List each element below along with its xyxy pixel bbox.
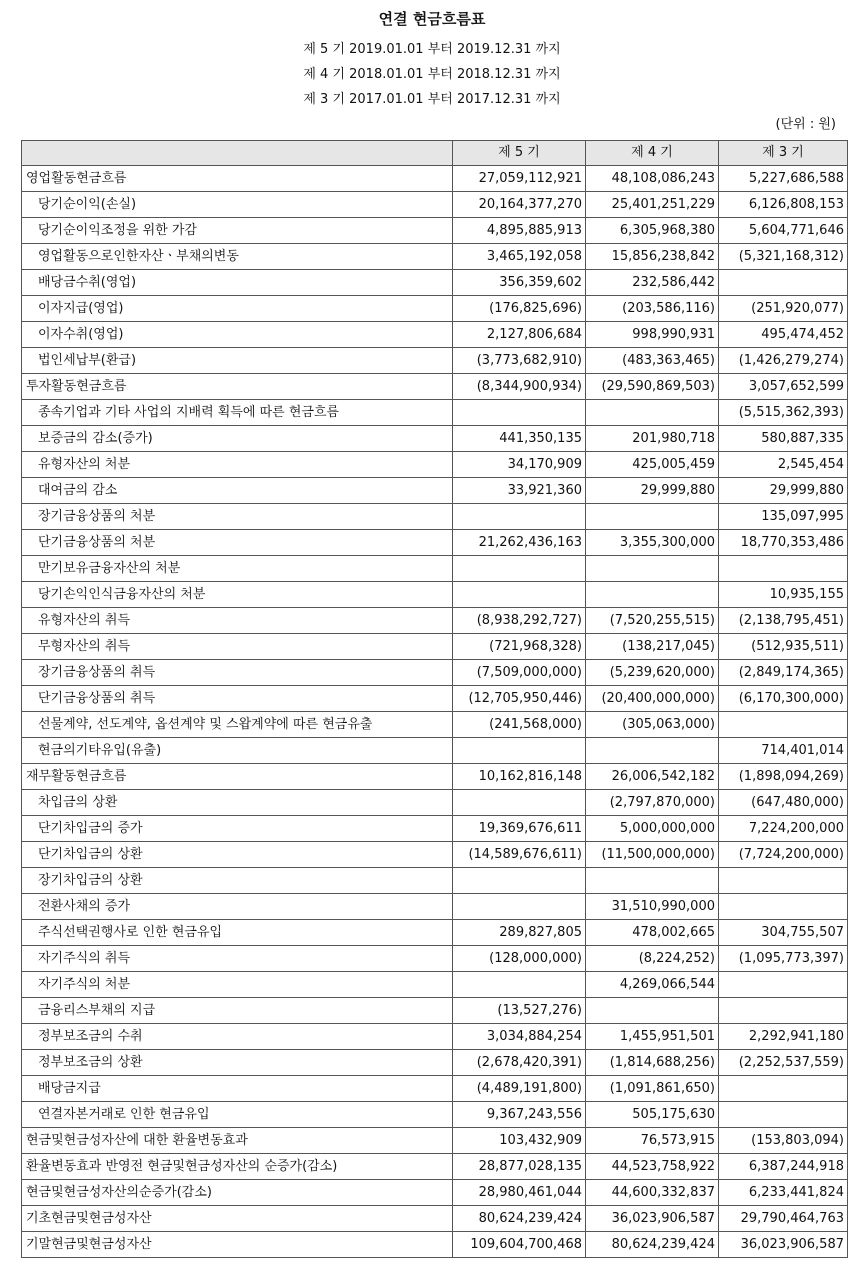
- table-row: [22, 1128, 848, 1154]
- value-period-4: 505,175,630: [586, 1102, 719, 1128]
- row-label: 유형자산의 취득: [22, 608, 453, 634]
- row-label: 선물계약, 선도계약, 옵션계약 및 스왑계약에 따른 현금유출: [22, 712, 453, 738]
- row-label: 기초현금및현금성자산: [22, 1206, 453, 1232]
- header-period-5: 제 5 기: [453, 141, 586, 166]
- table-row: [22, 634, 848, 660]
- value-period-4: [586, 556, 719, 582]
- row-label: 주식선택권행사로 인한 현금유입: [22, 920, 453, 946]
- row-label: 단기차입금의 증가: [22, 816, 453, 842]
- value-period-3: (647,480,000): [719, 790, 848, 816]
- value-period-5: 289,827,805: [453, 920, 586, 946]
- row-label: 현금의기타유입(유출): [22, 738, 453, 764]
- table-row: [22, 712, 848, 738]
- row-label: 장기금융상품의 취득: [22, 660, 453, 686]
- value-period-5: 10,162,816,148: [453, 764, 586, 790]
- value-period-4: 201,980,718: [586, 426, 719, 452]
- value-period-3: 495,474,452: [719, 322, 848, 348]
- value-period-4: (7,520,255,515): [586, 608, 719, 634]
- value-period-5: 441,350,135: [453, 426, 586, 452]
- value-period-4: 478,002,665: [586, 920, 719, 946]
- row-label: 이자수취(영업): [22, 322, 453, 348]
- value-period-4: 80,624,239,424: [586, 1232, 719, 1258]
- table-body: [22, 166, 848, 1258]
- value-period-4: [586, 998, 719, 1024]
- table-row: [22, 478, 848, 504]
- row-label: 만기보유금융자산의 처분: [22, 556, 453, 582]
- value-period-3: (251,920,077): [719, 296, 848, 322]
- value-period-4: 6,305,968,380: [586, 218, 719, 244]
- table-row: [22, 738, 848, 764]
- table-row: [22, 660, 848, 686]
- value-period-4: [586, 504, 719, 530]
- value-period-5: (3,773,682,910): [453, 348, 586, 374]
- value-period-3: (5,321,168,312): [719, 244, 848, 270]
- row-label: 장기차입금의 상환: [22, 868, 453, 894]
- value-period-3: 18,770,353,486: [719, 530, 848, 556]
- value-period-5: (14,589,676,611): [453, 842, 586, 868]
- table-row: [22, 1180, 848, 1206]
- value-period-5: (8,938,292,727): [453, 608, 586, 634]
- row-label: 단기금융상품의 처분: [22, 530, 453, 556]
- value-period-4: 76,573,915: [586, 1128, 719, 1154]
- row-label: 배당금수취(영업): [22, 270, 453, 296]
- value-period-4: (20,400,000,000): [586, 686, 719, 712]
- value-period-4: [586, 400, 719, 426]
- table-row: [22, 426, 848, 452]
- table-row: [22, 1050, 848, 1076]
- table-header-row: [22, 141, 848, 166]
- value-period-4: (8,224,252): [586, 946, 719, 972]
- row-label: 이자지급(영업): [22, 296, 453, 322]
- table-row: [22, 166, 848, 192]
- table-row: [22, 1024, 848, 1050]
- value-period-5: (128,000,000): [453, 946, 586, 972]
- value-period-5: 80,624,239,424: [453, 1206, 586, 1232]
- value-period-4: 3,355,300,000: [586, 530, 719, 556]
- header-period-4: 제 4 기: [586, 141, 719, 166]
- value-period-3: 29,999,880: [719, 478, 848, 504]
- row-label: 자기주식의 처분: [22, 972, 453, 998]
- period-line-4: 제 4 기 2018.01.01 부터 2018.12.31 까지: [303, 67, 561, 82]
- period-line-5: 제 5 기 2019.01.01 부터 2019.12.31 까지: [303, 42, 561, 57]
- value-period-4: 5,000,000,000: [586, 816, 719, 842]
- unit-label: (단위 : 원): [775, 117, 836, 132]
- value-period-5: 3,465,192,058: [453, 244, 586, 270]
- value-period-3: 580,887,335: [719, 426, 848, 452]
- value-period-5: [453, 504, 586, 530]
- value-period-3: 2,292,941,180: [719, 1024, 848, 1050]
- value-period-5: 103,432,909: [453, 1128, 586, 1154]
- row-label: 단기차입금의 상환: [22, 842, 453, 868]
- value-period-5: 27,059,112,921: [453, 166, 586, 192]
- row-label: 당기손익인식금융자산의 처분: [22, 582, 453, 608]
- value-period-4: 26,006,542,182: [586, 764, 719, 790]
- table-row: [22, 296, 848, 322]
- value-period-5: 21,262,436,163: [453, 530, 586, 556]
- row-label: 금융리스부채의 지급: [22, 998, 453, 1024]
- value-period-4: (203,586,116): [586, 296, 719, 322]
- row-label: 당기순이익조정을 위한 가감: [22, 218, 453, 244]
- value-period-4: 425,005,459: [586, 452, 719, 478]
- table-row: [22, 764, 848, 790]
- value-period-5: 3,034,884,254: [453, 1024, 586, 1050]
- value-period-3: 10,935,155: [719, 582, 848, 608]
- value-period-3: 6,126,808,153: [719, 192, 848, 218]
- value-period-3: 6,233,441,824: [719, 1180, 848, 1206]
- value-period-4: 29,999,880: [586, 478, 719, 504]
- value-period-5: 28,877,028,135: [453, 1154, 586, 1180]
- value-period-5: 9,367,243,556: [453, 1102, 586, 1128]
- value-period-4: (483,363,465): [586, 348, 719, 374]
- value-period-5: (7,509,000,000): [453, 660, 586, 686]
- table-row: [22, 400, 848, 426]
- value-period-5: [453, 582, 586, 608]
- value-period-3: (6,170,300,000): [719, 686, 848, 712]
- value-period-5: (721,968,328): [453, 634, 586, 660]
- value-period-3: (512,935,511): [719, 634, 848, 660]
- table-row: [22, 270, 848, 296]
- value-period-5: [453, 738, 586, 764]
- value-period-5: [453, 400, 586, 426]
- table-row: [22, 894, 848, 920]
- table-row: [22, 582, 848, 608]
- table-row: [22, 218, 848, 244]
- value-period-5: 28,980,461,044: [453, 1180, 586, 1206]
- value-period-3: [719, 270, 848, 296]
- value-period-3: (1,095,773,397): [719, 946, 848, 972]
- table-row: [22, 868, 848, 894]
- table-row: [22, 192, 848, 218]
- row-label: 배당금지급: [22, 1076, 453, 1102]
- table-row: [22, 608, 848, 634]
- table-row: [22, 920, 848, 946]
- row-label: 영업활동현금흐름: [22, 166, 453, 192]
- value-period-5: [453, 894, 586, 920]
- row-label: 연결자본거래로 인한 현금유입: [22, 1102, 453, 1128]
- value-period-5: (8,344,900,934): [453, 374, 586, 400]
- table-row: [22, 374, 848, 400]
- value-period-4: 48,108,086,243: [586, 166, 719, 192]
- value-period-3: (2,252,537,559): [719, 1050, 848, 1076]
- value-period-4: 4,269,066,544: [586, 972, 719, 998]
- table-row: [22, 1154, 848, 1180]
- value-period-4: [586, 868, 719, 894]
- header-period-3: 제 3 기: [719, 141, 848, 166]
- value-period-4: 36,023,906,587: [586, 1206, 719, 1232]
- value-period-3: (5,515,362,393): [719, 400, 848, 426]
- value-period-3: [719, 712, 848, 738]
- value-period-3: 29,790,464,763: [719, 1206, 848, 1232]
- value-period-4: 44,600,332,837: [586, 1180, 719, 1206]
- row-label: 차입금의 상환: [22, 790, 453, 816]
- value-period-3: 714,401,014: [719, 738, 848, 764]
- row-label: 현금및현금성자산에 대한 환율변동효과: [22, 1128, 453, 1154]
- value-period-3: 135,097,995: [719, 504, 848, 530]
- table-row: [22, 686, 848, 712]
- value-period-3: [719, 998, 848, 1024]
- value-period-4: 31,510,990,000: [586, 894, 719, 920]
- value-period-4: (138,217,045): [586, 634, 719, 660]
- value-period-5: 20,164,377,270: [453, 192, 586, 218]
- header-account: [22, 141, 453, 166]
- table-row: [22, 816, 848, 842]
- value-period-4: 15,856,238,842: [586, 244, 719, 270]
- table-row: [22, 504, 848, 530]
- row-label: 환율변동효과 반영전 현금및현금성자산의 순증가(감소): [22, 1154, 453, 1180]
- value-period-3: (1,898,094,269): [719, 764, 848, 790]
- value-period-5: 34,170,909: [453, 452, 586, 478]
- row-label: 단기금융상품의 취득: [22, 686, 453, 712]
- value-period-5: [453, 972, 586, 998]
- table-row: [22, 1232, 848, 1258]
- value-period-4: 998,990,931: [586, 322, 719, 348]
- value-period-4: [586, 738, 719, 764]
- table-row: [22, 842, 848, 868]
- row-label: 정부보조금의 수취: [22, 1024, 453, 1050]
- row-label: 법인세납부(환급): [22, 348, 453, 374]
- value-period-3: (2,138,795,451): [719, 608, 848, 634]
- value-period-5: [453, 556, 586, 582]
- table-row: [22, 1206, 848, 1232]
- value-period-3: 5,604,771,646: [719, 218, 848, 244]
- row-label: 영업활동으로인한자산ㆍ부채의변동: [22, 244, 453, 270]
- value-period-4: 25,401,251,229: [586, 192, 719, 218]
- row-label: 유형자산의 처분: [22, 452, 453, 478]
- value-period-3: 36,023,906,587: [719, 1232, 848, 1258]
- value-period-3: [719, 1102, 848, 1128]
- value-period-4: 44,523,758,922: [586, 1154, 719, 1180]
- value-period-4: 232,586,442: [586, 270, 719, 296]
- value-period-5: (241,568,000): [453, 712, 586, 738]
- value-period-4: (1,091,861,650): [586, 1076, 719, 1102]
- value-period-3: 3,057,652,599: [719, 374, 848, 400]
- value-period-3: 7,224,200,000: [719, 816, 848, 842]
- value-period-4: [586, 582, 719, 608]
- value-period-5: 19,369,676,611: [453, 816, 586, 842]
- table-row: [22, 1102, 848, 1128]
- table-row: [22, 1076, 848, 1102]
- value-period-5: [453, 868, 586, 894]
- table-row: [22, 530, 848, 556]
- row-label: 장기금융상품의 처분: [22, 504, 453, 530]
- value-period-5: 109,604,700,468: [453, 1232, 586, 1258]
- value-period-3: (1,426,279,274): [719, 348, 848, 374]
- value-period-4: (1,814,688,256): [586, 1050, 719, 1076]
- row-label: 무형자산의 취득: [22, 634, 453, 660]
- table-row: [22, 348, 848, 374]
- value-period-5: (13,527,276): [453, 998, 586, 1024]
- value-period-4: (29,590,869,503): [586, 374, 719, 400]
- table-row: [22, 244, 848, 270]
- value-period-4: (11,500,000,000): [586, 842, 719, 868]
- value-period-3: 5,227,686,588: [719, 166, 848, 192]
- cash-flow-table: [21, 140, 848, 1258]
- value-period-5: (2,678,420,391): [453, 1050, 586, 1076]
- value-period-5: [453, 790, 586, 816]
- value-period-5: (176,825,696): [453, 296, 586, 322]
- value-period-4: (5,239,620,000): [586, 660, 719, 686]
- value-period-3: 6,387,244,918: [719, 1154, 848, 1180]
- value-period-3: [719, 556, 848, 582]
- document-title: 연결 현금흐름표: [378, 10, 486, 28]
- row-label: 전환사채의 증가: [22, 894, 453, 920]
- value-period-3: [719, 972, 848, 998]
- table-row: [22, 946, 848, 972]
- value-period-3: 304,755,507: [719, 920, 848, 946]
- row-label: 재무활동현금흐름: [22, 764, 453, 790]
- value-period-5: 33,921,360: [453, 478, 586, 504]
- value-period-4: (305,063,000): [586, 712, 719, 738]
- value-period-3: (2,849,174,365): [719, 660, 848, 686]
- row-label: 기말현금및현금성자산: [22, 1232, 453, 1258]
- row-label: 현금및현금성자산의순증가(감소): [22, 1180, 453, 1206]
- value-period-3: [719, 894, 848, 920]
- value-period-3: (7,724,200,000): [719, 842, 848, 868]
- row-label: 대여금의 감소: [22, 478, 453, 504]
- table-row: [22, 998, 848, 1024]
- value-period-5: 356,359,602: [453, 270, 586, 296]
- value-period-3: (153,803,094): [719, 1128, 848, 1154]
- row-label: 보증금의 감소(증가): [22, 426, 453, 452]
- row-label: 당기순이익(손실): [22, 192, 453, 218]
- value-period-3: [719, 1076, 848, 1102]
- value-period-4: 1,455,951,501: [586, 1024, 719, 1050]
- value-period-5: 2,127,806,684: [453, 322, 586, 348]
- row-label: 자기주식의 취득: [22, 946, 453, 972]
- value-period-5: (4,489,191,800): [453, 1076, 586, 1102]
- row-label: 투자활동현금흐름: [22, 374, 453, 400]
- value-period-4: (2,797,870,000): [586, 790, 719, 816]
- table-row: [22, 972, 848, 998]
- value-period-5: (12,705,950,446): [453, 686, 586, 712]
- value-period-5: 4,895,885,913: [453, 218, 586, 244]
- table-row: [22, 452, 848, 478]
- table-row: [22, 790, 848, 816]
- period-line-3: 제 3 기 2017.01.01 부터 2017.12.31 까지: [303, 92, 561, 107]
- value-period-3: [719, 868, 848, 894]
- row-label: 정부보조금의 상환: [22, 1050, 453, 1076]
- table-row: [22, 556, 848, 582]
- row-label: 종속기업과 기타 사업의 지배력 획득에 따른 현금흐름: [22, 400, 453, 426]
- value-period-3: 2,545,454: [719, 452, 848, 478]
- table-row: [22, 322, 848, 348]
